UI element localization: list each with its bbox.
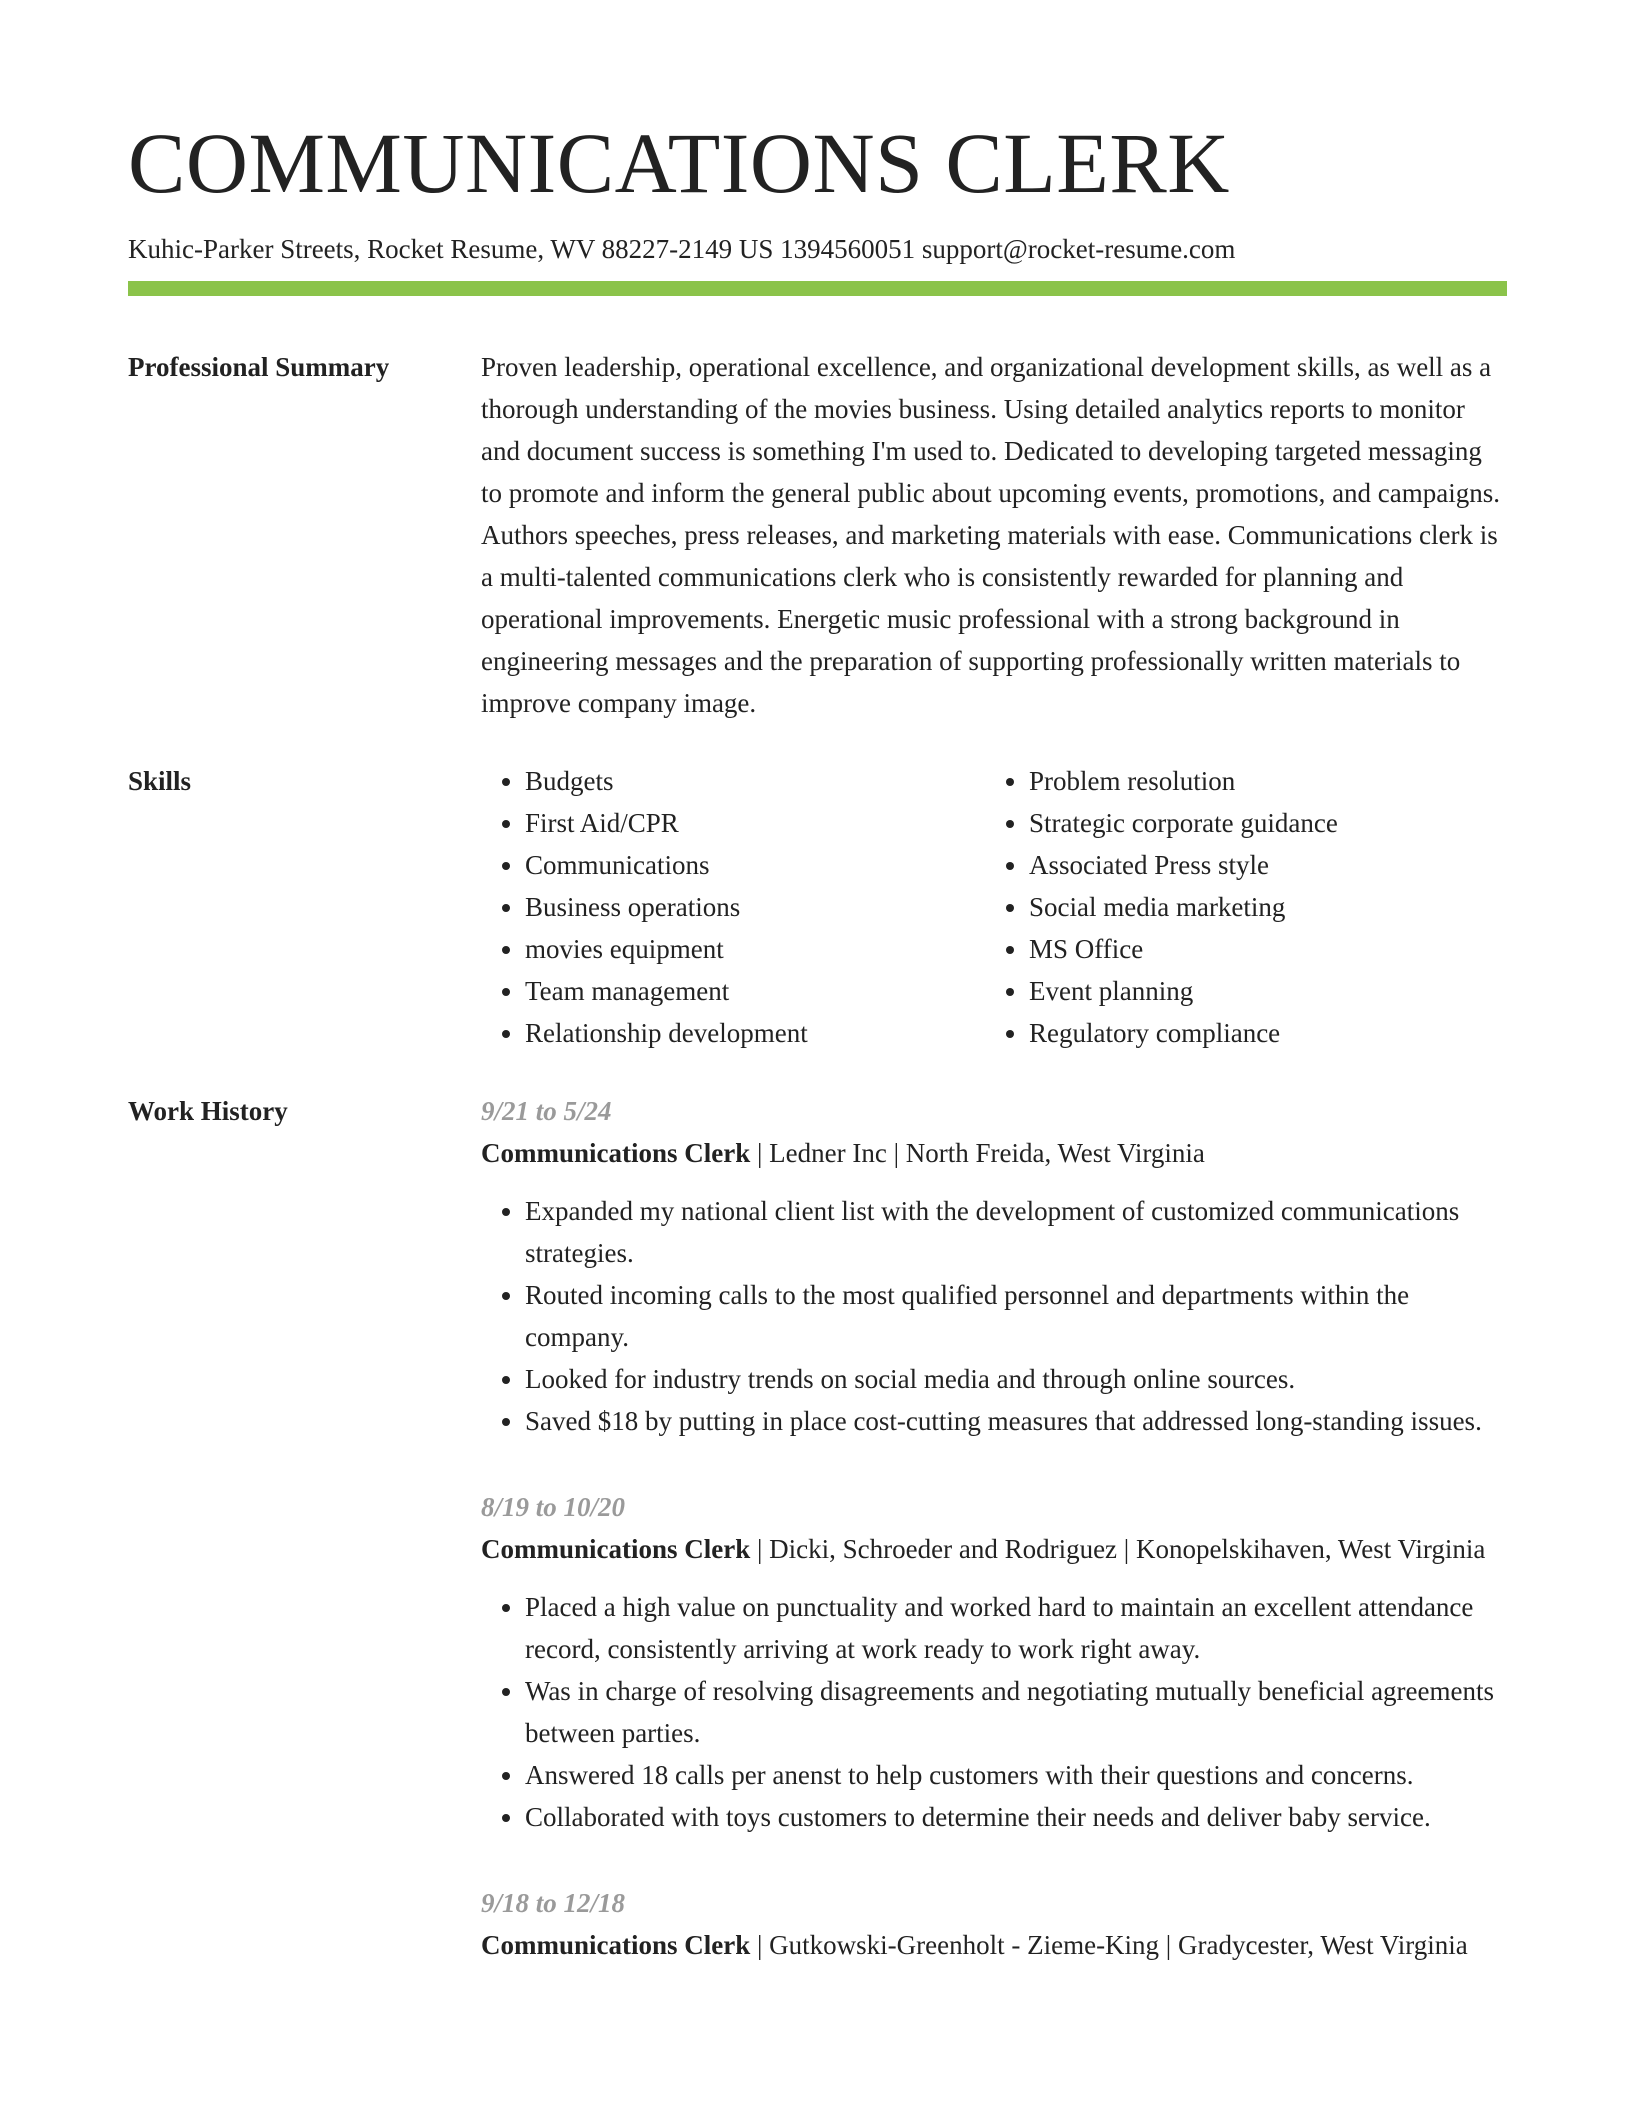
- job-bullets: [481, 1586, 1507, 1838]
- skill-item: • Relationship development: [525, 1012, 985, 1054]
- skill-item: • MS Office: [1029, 928, 1338, 970]
- skill-item: • Budgets: [525, 760, 985, 802]
- skill-item: • Social media marketing: [1029, 886, 1338, 928]
- job-bullet: • Placed a high value on punctuality and worked hard to maintain an excellent attendance record, consistently arriving at work ready to work right away.: [525, 1586, 1507, 1670]
- skill-item: • Strategic corporate guidance: [1029, 802, 1338, 844]
- job-entry: [481, 1090, 1507, 1442]
- skill-item: • Problem resolution: [1029, 760, 1338, 802]
- skill-item: • First Aid/CPR: [525, 802, 985, 844]
- skill-item: • Team management: [525, 970, 985, 1012]
- skills-section: [128, 760, 1507, 1054]
- skill-item: • Business operations: [525, 886, 985, 928]
- accent-divider: [128, 281, 1507, 296]
- resume-title: COMMUNICATIONS CLERK: [128, 115, 1230, 211]
- skills-list-left: [481, 760, 985, 1054]
- skills-list-right: [985, 760, 1338, 1054]
- job-heading: [481, 1924, 1507, 1966]
- job-details: | Gutkowski-Greenholt - Zieme-King | Gradycester, West Virginia: [750, 1930, 1468, 1961]
- skill-item: • Regulatory compliance: [1029, 1012, 1338, 1054]
- job-details: | Ledner Inc | North Freida, West Virginia: [750, 1138, 1205, 1169]
- job-title: Communications Clerk: [481, 1138, 751, 1169]
- job-dates: 8/19 to 10/20: [481, 1492, 626, 1523]
- job-bullets: [481, 1190, 1507, 1442]
- job-details: | Dicki, Schroeder and Rodriguez | Konopelskihaven, West Virginia: [750, 1534, 1486, 1565]
- contact-line: Kuhic-Parker Streets, Rocket Resume, WV 88227-2149 US 1394560051 support@rocket-resume.com: [128, 234, 1236, 264]
- skill-item: • Communications: [525, 844, 985, 886]
- job-entry: [481, 1486, 1507, 1838]
- work-history-section: [128, 1090, 1507, 2010]
- job-title: Communications Clerk: [481, 1930, 751, 1961]
- summary-text: Proven leadership, operational excellence, and organizational development skills, as well as a thorough understanding of the movies business. Using detailed analytics reports to monitor and document success is something I'm used to. Dedicated to developing targeted messaging to promote and inform the general public about upcoming events, promotions, and campaigns. Authors speeches, press releases, and marketing materials with ease. Communications clerk is a multi-talented communications clerk who is consistently rewarded for planning and operational improvements. Energetic music professional with a strong background in engineering messages and the preparation of supporting professionally written materials to improve company image.: [481, 352, 1501, 719]
- job-dates: 9/18 to 12/18: [481, 1888, 626, 1919]
- job-title: Communications Clerk: [481, 1534, 751, 1565]
- section-label-work: Work History: [128, 1096, 288, 1127]
- job-entry: [481, 1882, 1507, 1966]
- job-dates: 9/21 to 5/24: [481, 1096, 612, 1127]
- job-bullet: • Saved $18 by putting in place cost-cutting measures that addressed long-standing issues.: [525, 1400, 1507, 1442]
- section-label-skills: Skills: [128, 766, 192, 797]
- job-bullet: • Answered 18 calls per anenst to help customers with their questions and concerns.: [525, 1754, 1507, 1796]
- job-bullet: • Expanded my national client list with the development of customized communications strategies.: [525, 1190, 1507, 1274]
- job-bullet: • Collaborated with toys customers to determine their needs and deliver baby service.: [525, 1796, 1507, 1838]
- job-heading: [481, 1132, 1507, 1174]
- summary-section: [128, 346, 1507, 724]
- job-bullet: • Routed incoming calls to the most qualified personnel and departments within the company.: [525, 1274, 1507, 1358]
- job-bullet: • Was in charge of resolving disagreements and negotiating mutually beneficial agreements between parties.: [525, 1670, 1507, 1754]
- job-bullet: • Looked for industry trends on social media and through online sources.: [525, 1358, 1507, 1400]
- job-heading: [481, 1528, 1507, 1570]
- section-label-summary: Professional Summary: [128, 352, 390, 383]
- skill-item: • Event planning: [1029, 970, 1338, 1012]
- skill-item: • movies equipment: [525, 928, 985, 970]
- skill-item: • Associated Press style: [1029, 844, 1338, 886]
